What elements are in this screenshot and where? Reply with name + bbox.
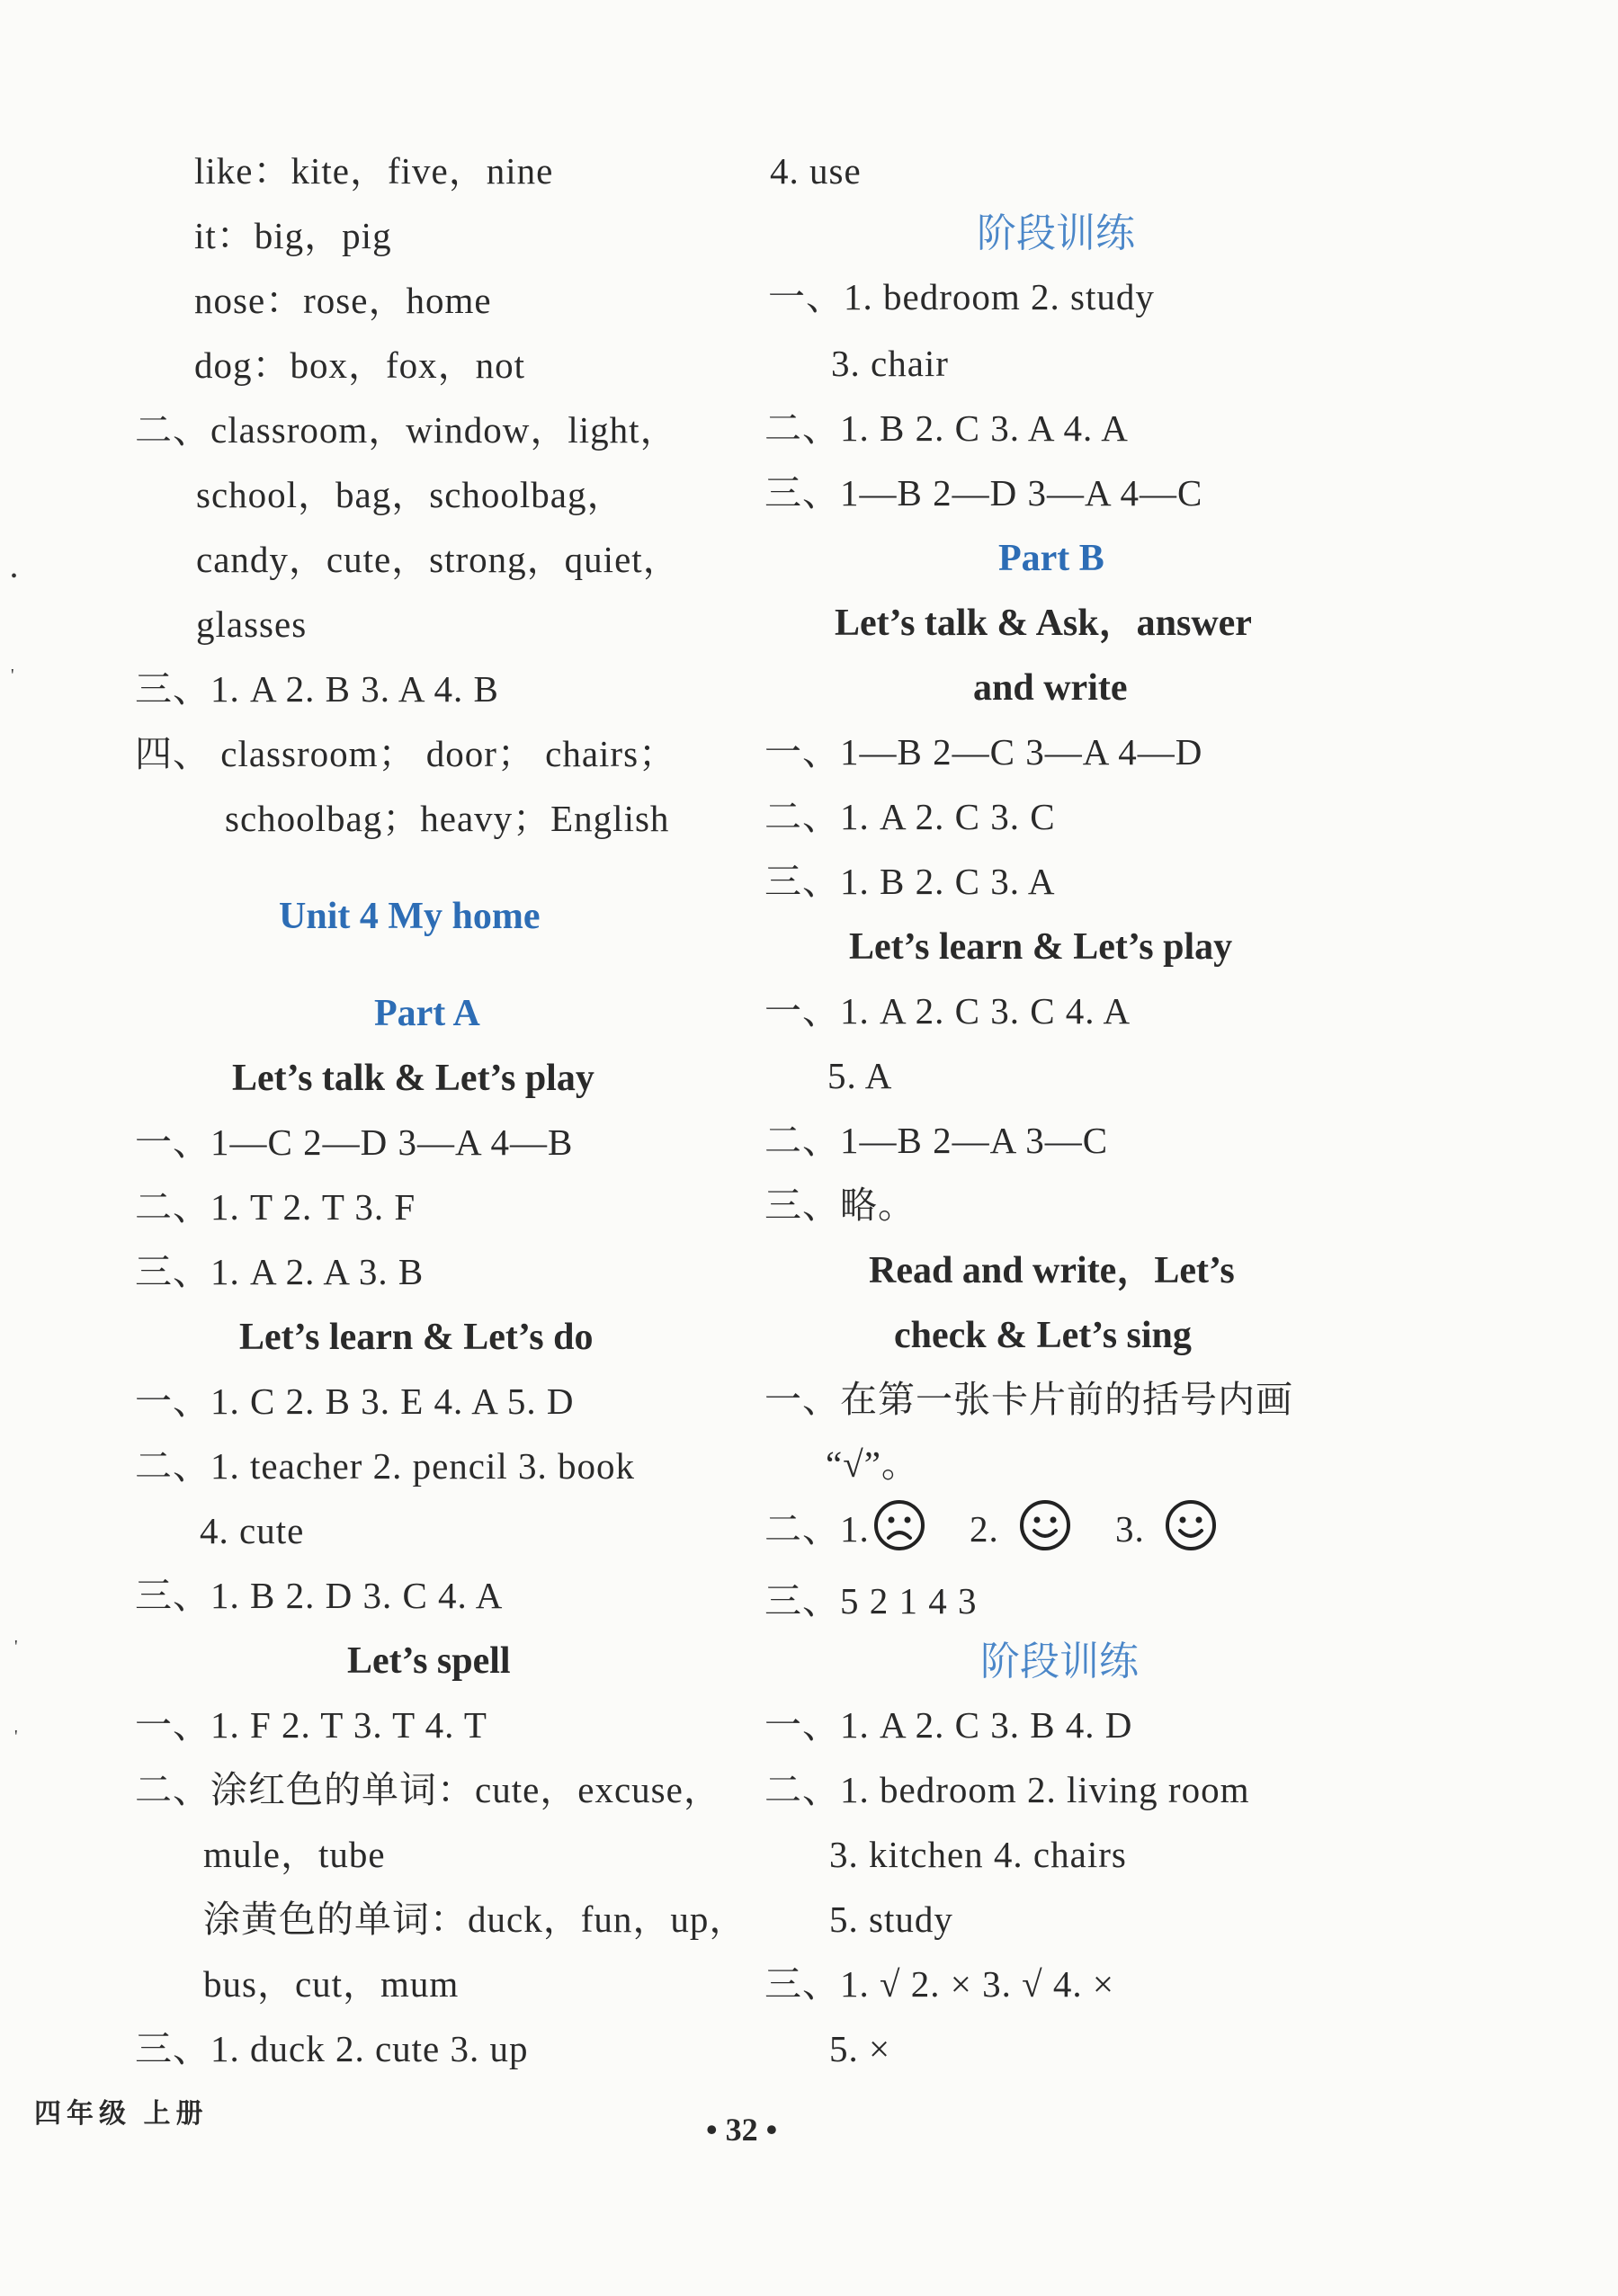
part-heading: Part B — [998, 538, 1104, 579]
answer-line: 4. cute — [200, 1510, 305, 1551]
section-heading: check & Let’s sing — [894, 1315, 1192, 1356]
answer-line: 涂黄色的单词：duck，fun，up， — [203, 1898, 747, 1940]
answer-line: glasses — [196, 603, 308, 645]
section-heading: Let’s talk & Let’s play — [232, 1058, 594, 1099]
answer-line: 二、1. teacher 2. pencil 3. book — [135, 1445, 636, 1487]
answer-line: mule，tube — [203, 1834, 386, 1875]
answer-line: 3. kitchen 4. chairs — [829, 1834, 1127, 1875]
answer-line: 二、classroom，window，light， — [135, 409, 678, 451]
answer-line: 三、1. √ 2. × 3. √ 4. × — [764, 1963, 1114, 2005]
answer-line: 二、1. T 2. T 3. F — [135, 1186, 416, 1228]
answer-line: 二、1. B 2. C 3. A 4. A — [764, 407, 1129, 449]
section-heading: Let’s talk & Ask，answer — [835, 603, 1252, 644]
answer-line: 一、1. C 2. B 3. E 4. A 5. D — [135, 1380, 575, 1422]
answer-line: 三、1. B 2. D 3. C 4. A — [135, 1575, 504, 1616]
answer-line: 一、1. bedroom 2. study — [768, 276, 1155, 317]
answer-line: 3. — [1115, 1508, 1145, 1550]
margin-speck: ' — [11, 666, 14, 685]
answer-line: 一、在第一张卡片前的括号内画 — [764, 1379, 1293, 1420]
answer-line: “√”。 — [826, 1443, 919, 1485]
answer-line: 二、1. bedroom 2. living room — [764, 1769, 1250, 1810]
margin-speck: ' — [14, 1727, 18, 1747]
answer-line: 一、1. A 2. C 3. C 4. A — [764, 990, 1131, 1032]
answer-line: 5. × — [829, 2028, 891, 2069]
stage-training-heading: 阶段训练 — [977, 211, 1135, 255]
section-heading: Let’s spell — [347, 1640, 511, 1682]
answer-line: schoolbag；heavy；English — [225, 798, 670, 839]
answer-line: 5. study — [829, 1898, 953, 1940]
section-heading: and write — [973, 667, 1128, 709]
answer-line: 三、略。 — [764, 1184, 916, 1226]
section-heading: Read and write，Let’s — [869, 1250, 1235, 1291]
margin-speck: ' — [14, 1637, 18, 1657]
section-heading: Let’s learn & Let’s play — [849, 926, 1233, 968]
answer-line: 二、1. — [764, 1508, 870, 1550]
grade-label: 四年级 上册 — [34, 2099, 209, 2129]
page-number: • 32 • — [706, 2112, 778, 2148]
smile-face-icon — [1164, 1498, 1218, 1557]
answer-line: candy，cute，strong，quiet， — [196, 539, 681, 580]
stage-training-heading: 阶段训练 — [980, 1639, 1139, 1684]
answer-line: 三、1. A 2. A 3. B — [135, 1251, 425, 1292]
answer-line: 一、1—C 2—D 3—A 4—B — [135, 1121, 574, 1163]
answer-line: 四、 classroom； door； chairs； — [135, 733, 677, 774]
smile-face-icon — [1018, 1498, 1072, 1557]
answer-line: 三、1. duck 2. cute 3. up — [135, 2028, 529, 2069]
unit-heading: Unit 4 My home — [279, 896, 541, 937]
answer-line: 二、1. A 2. C 3. C — [764, 796, 1056, 837]
answer-line: 5. A — [827, 1055, 893, 1096]
answer-line: 三、1. B 2. C 3. A — [764, 861, 1056, 902]
answer-line: 3. chair — [831, 343, 949, 384]
section-heading: Let’s learn & Let’s do — [239, 1317, 594, 1358]
answer-line: dog：box，fox，not — [194, 344, 526, 386]
answer-line: school，bag，schoolbag， — [196, 474, 625, 515]
answer-line: it：big，pig — [194, 215, 392, 256]
answer-line: 一、1—B 2—C 3—A 4—D — [764, 731, 1203, 773]
answer-line: 一、1. A 2. C 3. B 4. D — [764, 1704, 1133, 1746]
answer-line: like：kite，five，nine — [194, 150, 554, 192]
answer-line: 4. use — [770, 150, 862, 192]
answer-line: bus，cut，mum — [203, 1963, 460, 2005]
answer-line: 二、1—B 2—A 3—C — [764, 1120, 1109, 1161]
answer-line: 二、涂红色的单词：cute，excuse， — [135, 1769, 721, 1810]
answer-line: 2. — [970, 1508, 999, 1550]
answer-line: 一、1. F 2. T 3. T 4. T — [135, 1704, 487, 1746]
margin-speck: • — [11, 567, 18, 586]
answer-line: 三、1. A 2. B 3. A 4. B — [135, 668, 499, 710]
answer-line: 三、1—B 2—D 3—A 4—C — [764, 472, 1203, 514]
answer-line: nose：rose，home — [194, 280, 492, 321]
answer-line: 三、5 2 1 4 3 — [764, 1580, 978, 1621]
part-heading: Part A — [374, 993, 480, 1034]
sad-face-icon — [872, 1498, 926, 1557]
